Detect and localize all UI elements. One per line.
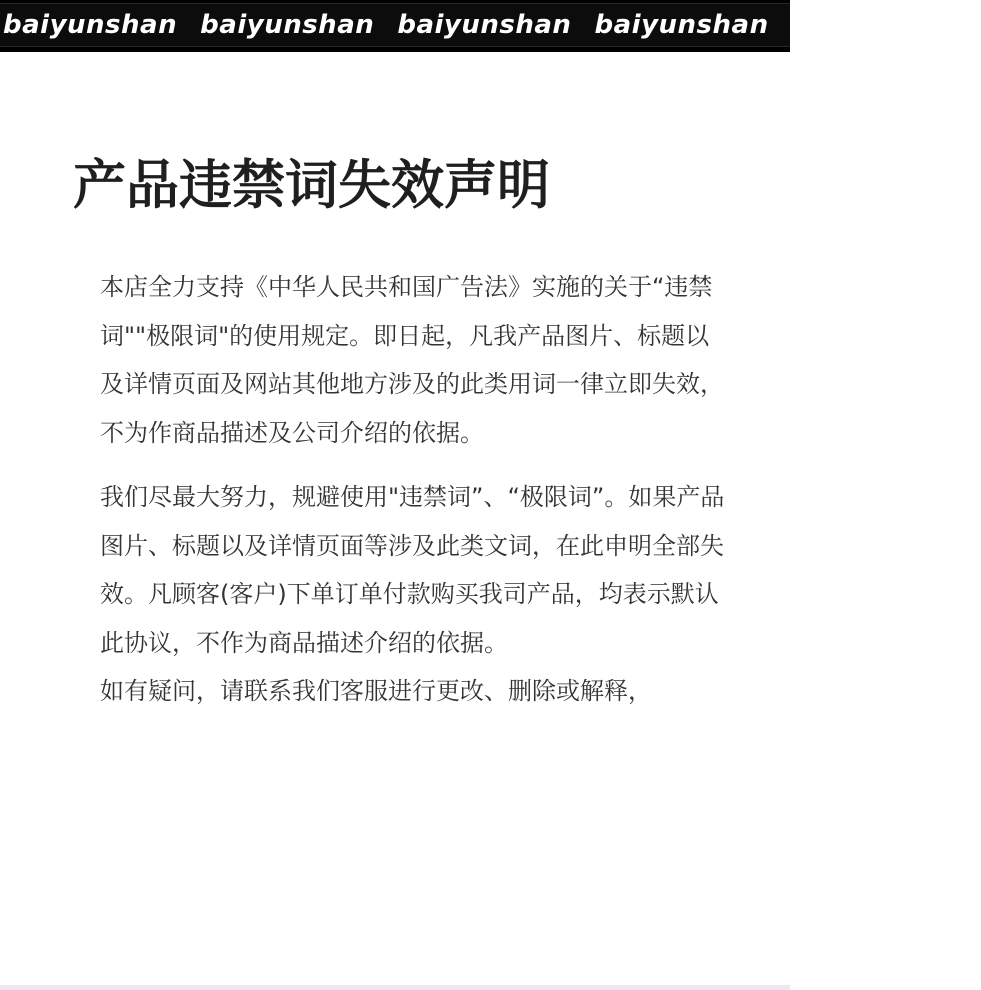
banner-word: baiyunshan	[397, 10, 572, 40]
banner-strip	[0, 3, 966, 47]
banner-word: baiyunshan	[594, 10, 769, 40]
statement-paragraph-1: 本店全力支持《中华人民共和国广告法》实施的关于“违禁词""极限词"的使用规定。即日起，凡我产品图片、标题以及详情页面及网站其他地方涉及的此类用词一律立即失效，不为作商品描述及公司介绍的依据。	[100, 273, 724, 447]
page-title: 产品违禁词失效声明	[73, 155, 550, 216]
top-banner	[0, 0, 966, 52]
bottom-divider	[0, 985, 790, 990]
statement-paragraph-2: 我们尽最大努力，规避使用"违禁词”、“极限词”。如果产品图片、标题以及详情页面等涉及此类文词，在此申明全部失效。凡顾客(客户)下单订单付款购买我司产品，均表示默认此协议，不作为商品描述介绍的依据。	[100, 483, 725, 657]
statement-paragraph-3: 如有疑问，请联系我们客服进行更改、删除或解释，	[100, 677, 652, 705]
banner-word: baiyunshan	[791, 10, 966, 40]
statement-body	[100, 263, 725, 716]
banner-word: baiyunshan	[200, 10, 375, 40]
banner-word: baiyunshan	[3, 10, 178, 40]
